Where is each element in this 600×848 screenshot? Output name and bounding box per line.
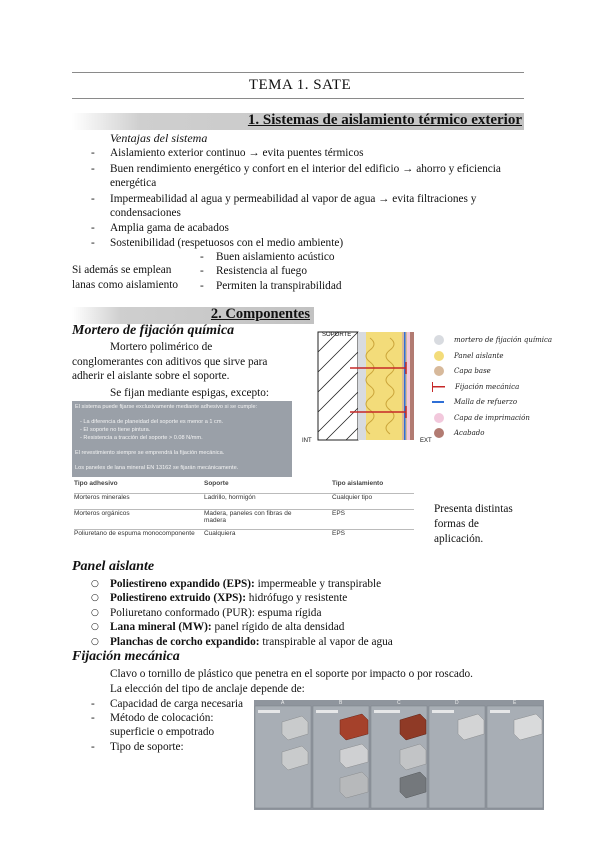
panel-item: Poliestireno extruido (XPS): hidrófugo y resistente [110, 592, 348, 604]
application-note: formas de [434, 518, 479, 530]
legend-label: Capa de imprimación [454, 413, 530, 422]
title-rule [72, 98, 524, 99]
panel-item: Planchas de corcho expandido: transpirable al vapor de agua [110, 636, 393, 648]
list-item: Buen rendimiento energético y confort en el interior del edificio → ahorro y eficiencia [110, 163, 501, 175]
legend-label: Fijación mecánica [455, 382, 520, 391]
legend-label: Acabado [454, 429, 485, 437]
advantages-subheading: Ventajas del sistema [110, 131, 208, 145]
grid-header: C [397, 700, 401, 706]
legend-label: Capa base [454, 367, 491, 375]
table-cell: Madera, paneles con fibras de madera [204, 509, 292, 524]
grid-header: A [281, 700, 285, 706]
mortero-line: conglomerantes con aditivos que sirve para [72, 356, 268, 368]
legend-item [432, 411, 530, 425]
table-cell: Cualquiera [204, 529, 236, 537]
panel-heading: Panel aislante [72, 559, 155, 574]
support-types-grid [254, 700, 544, 810]
legend-swatch [432, 382, 445, 392]
box-line: - Resistencia a tracción del soporte > 0.08 N/mm. [80, 435, 203, 441]
panel-item: Poliuretano conformado (PUR): espuma rígida [110, 607, 322, 619]
table-cell: Cualquier tipo [332, 493, 373, 501]
adhesive-conditions-box [72, 401, 292, 477]
legend-swatch [434, 366, 444, 376]
list-item: Aislamiento exterior continuo → evita puentes térmicos [110, 147, 364, 159]
grid-header: B [339, 700, 343, 706]
mortero-heading: Mortero de fijación química [72, 323, 235, 338]
section2-heading: 2. Componentes [210, 306, 310, 322]
table-cell: Ladrillo, hormigón [204, 493, 256, 501]
adhesive-table [74, 480, 414, 543]
legend-swatch [434, 428, 444, 438]
mortero-line: Mortero polimérico de [110, 341, 213, 353]
table-cell: Poliuretano de espuma monocomponente [74, 529, 195, 537]
list-item: condensaciones [110, 207, 181, 219]
fijacion-item: Capacidad de carga necesaria [110, 698, 244, 710]
wool-item: Buen aislamiento acústico [216, 251, 335, 263]
application-note: aplicación. [434, 533, 484, 545]
legend-item [432, 333, 552, 347]
box-line: - La diferencia de planeidad del soporte es menor a 1 cm. [80, 419, 224, 425]
fijacion-item: Método de colocación: [110, 712, 214, 724]
diagram-legend [432, 333, 592, 445]
soporte-label: SOPORTE [322, 332, 352, 338]
page-title: TEMA 1. SATE [248, 77, 352, 93]
legend-swatch [434, 351, 444, 361]
wool-item: Resistencia al fuego [216, 265, 307, 277]
box-line: El revestimiento siempre se emprendrá la fijación mecánica. [75, 450, 225, 456]
legend-item [432, 349, 504, 363]
list-item: energética [110, 177, 157, 189]
table-header: Soporte [204, 480, 229, 487]
ext-label: EXT [420, 438, 432, 444]
panel-item: Lana mineral (MW): panel rígido de alta densidad [110, 621, 345, 633]
table-cell: Morteros orgánicos [74, 509, 130, 517]
table-cell: Morteros minerales [74, 493, 130, 501]
legend-item [432, 426, 485, 440]
box-line: - El soporte no tiene pintura. [80, 427, 151, 433]
table-header: Tipo aislamiento [332, 480, 384, 487]
wool-note-line: lanas como aislamiento [72, 279, 179, 291]
fijacion-item: superficie o empotrado [110, 726, 215, 738]
list-item: Sostenibilidad (respetuosos con el medio ambiente) [110, 237, 344, 249]
int-label: INT [302, 438, 312, 444]
legend-item [432, 364, 491, 378]
fijacion-line: Clavo o tornillo de plástico que penetra en el soporte por impacto o por roscado. [110, 668, 473, 680]
top-rule [72, 72, 524, 73]
panel-item: Poliestireno expandido (EPS): impermeable y transpirable [110, 578, 382, 590]
section1-heading: 1. Sistemas de aislamiento térmico exterior [247, 112, 522, 128]
box-line: El sistema puede fijarse exclusivamente mediante adhesivo si se cumple: [75, 404, 258, 410]
legend-label: Malla de refuerzo [454, 398, 518, 406]
wool-note-line: Si además se emplean [72, 264, 172, 276]
fijacion-line: La elección del tipo de anclaje depende de: [110, 683, 305, 695]
application-note: Presenta distintas [434, 503, 513, 515]
wool-item: Permiten la transpirabilidad [216, 280, 342, 292]
legend-swatch [432, 401, 444, 403]
support-types-illustration [254, 700, 544, 810]
legend-swatch [434, 413, 444, 423]
fijacion-heading: Fijación mecánica [72, 649, 180, 664]
box-line: Los paneles de lana mineral EN 13162 se fijarán mecánicamente. [75, 465, 239, 471]
legend-label: mortero de fijación química [454, 336, 553, 344]
legend-label: Panel aislante [454, 351, 504, 360]
sate-section-diagram [300, 330, 426, 450]
table-header: Tipo adhesivo [74, 480, 118, 487]
fijacion-item: Tipo de soporte: [110, 741, 184, 753]
table-cell: EPS [332, 529, 346, 537]
list-item: Impermeabilidad al agua y permeabilidad al vapor de agua → evita filtraciones y [110, 193, 477, 205]
table-cell: EPS [332, 509, 346, 517]
legend-swatch [434, 335, 444, 345]
grid-header: E [513, 700, 517, 706]
list-item: Amplia gama de acabados [110, 222, 229, 234]
grid-header: D [455, 700, 459, 706]
legend-item [432, 395, 517, 409]
mortero-line: adherir el aislante sobre el soporte. [72, 370, 230, 382]
mortero-line: Se fijan mediante espigas, excepto: [110, 387, 270, 399]
legend-item [432, 380, 519, 394]
